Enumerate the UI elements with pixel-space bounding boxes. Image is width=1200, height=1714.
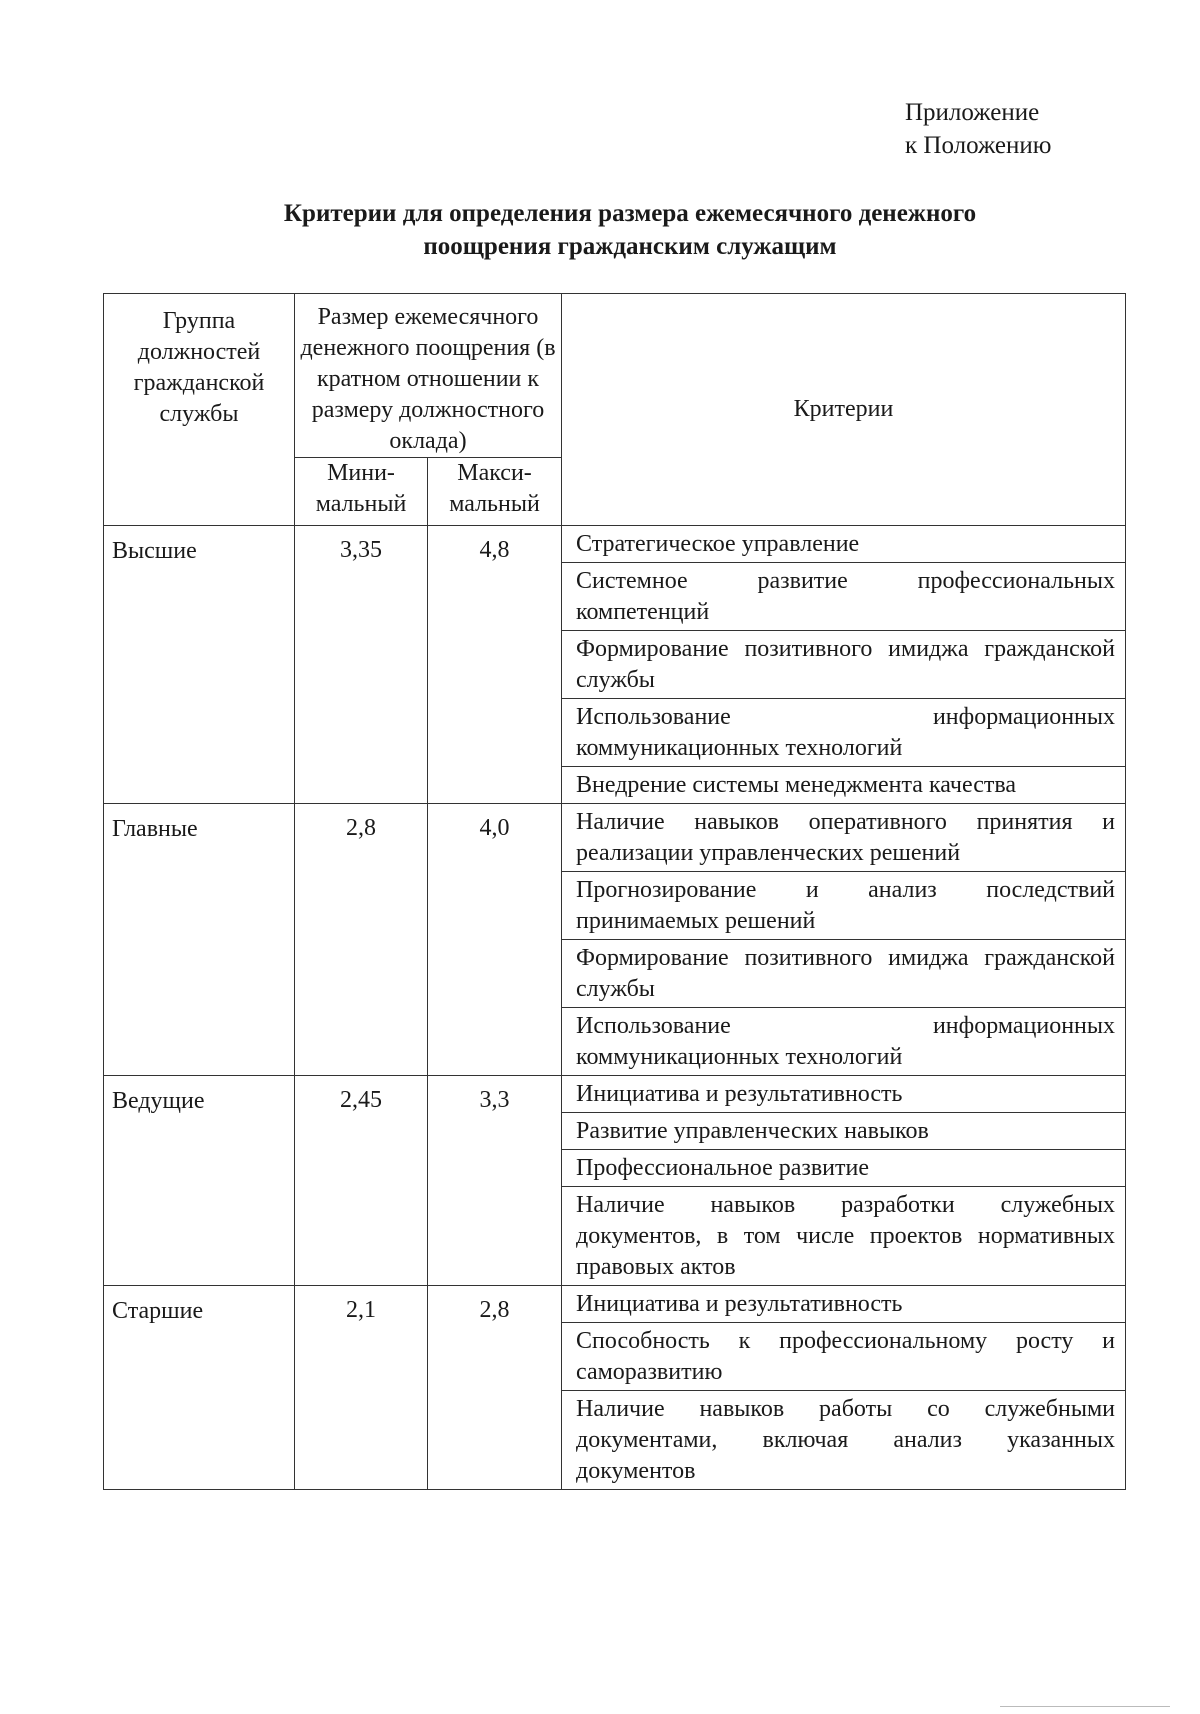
criterion-item: Профессиональное развитие [562,1150,1125,1187]
criterion-item: Инициатива и результативность [562,1286,1125,1323]
title-line-1: Критерии для определения размера ежемесячного денежного [283,200,977,227]
criteria-cell [562,1286,1126,1490]
criteria-table [103,293,1126,1490]
header-size-cell: Размер ежемесячного денежного поощрения (в кратном отношении к размеру должностного оклада) [295,294,562,458]
document-title [200,197,1060,263]
annex-line-1: Приложение [905,99,1040,126]
group-name-cell: Ведущие [104,1076,295,1286]
criterion-item: Наличие навыков работы со служебными документами, включая анализ указанных документов [576,1396,1116,1484]
table-row [104,1076,1126,1286]
criterion-item: Инициатива и результативность [562,1076,1125,1113]
min-value-cell: 3,35 [295,526,428,804]
max-value-cell: 4,8 [428,526,562,804]
criterion-item: Наличие навыков разработки служебных документов, в том числе проектов нормативных правовых актов [576,1192,1116,1280]
criteria-cell [562,804,1126,1076]
min-value-cell: 2,1 [295,1286,428,1490]
annex-line-2: к Положению [905,132,1052,159]
criterion-item: Стратегическое управление [562,526,1125,563]
criterion-item: Использование информационных коммуникационных технологий [576,1013,1116,1070]
min-value-cell: 2,45 [295,1076,428,1286]
criterion-item: Способность к профессиональному росту и саморазвитию [562,1323,1125,1391]
criteria-cell [562,1076,1126,1286]
group-name-cell: Главные [104,804,295,1076]
criterion-item: Наличие навыков оперативного принятия и реализации управленческих решений [562,804,1125,872]
criterion-item: Прогнозирование и анализ последствий принимаемых решений [562,872,1125,940]
criterion-item: Внедрение системы менеджмента качества [576,772,1017,798]
table-row [104,1286,1126,1490]
header-min-cell: Мини-мальный [295,458,428,526]
footer-divider [1000,1706,1170,1707]
annex-note [905,96,1051,162]
group-name-cell: Высшие [104,526,295,804]
header-group-cell: Группа должностей гражданской службы [104,294,295,526]
table-row [104,526,1126,804]
min-value-cell: 2,8 [295,804,428,1076]
header-criteria-cell: Критерии [562,294,1126,526]
header-row [104,294,1126,458]
criterion-item: Системное развитие профессиональных компетенций [562,563,1125,631]
criterion-item: Использование информационных коммуникационных технологий [562,699,1125,767]
title-line-2: поощрения гражданским служащим [423,233,837,260]
criterion-item: Формирование позитивного имиджа гражданской службы [562,631,1125,699]
max-value-cell: 3,3 [428,1076,562,1286]
criterion-item: Формирование позитивного имиджа гражданской службы [562,940,1125,1008]
table-row [104,804,1126,1076]
max-value-cell: 2,8 [428,1286,562,1490]
criterion-item: Развитие управленческих навыков [562,1113,1125,1150]
group-name-cell: Старшие [104,1286,295,1490]
criteria-cell [562,526,1126,804]
max-value-cell: 4,0 [428,804,562,1076]
header-max-cell: Макси-мальный [428,458,562,526]
